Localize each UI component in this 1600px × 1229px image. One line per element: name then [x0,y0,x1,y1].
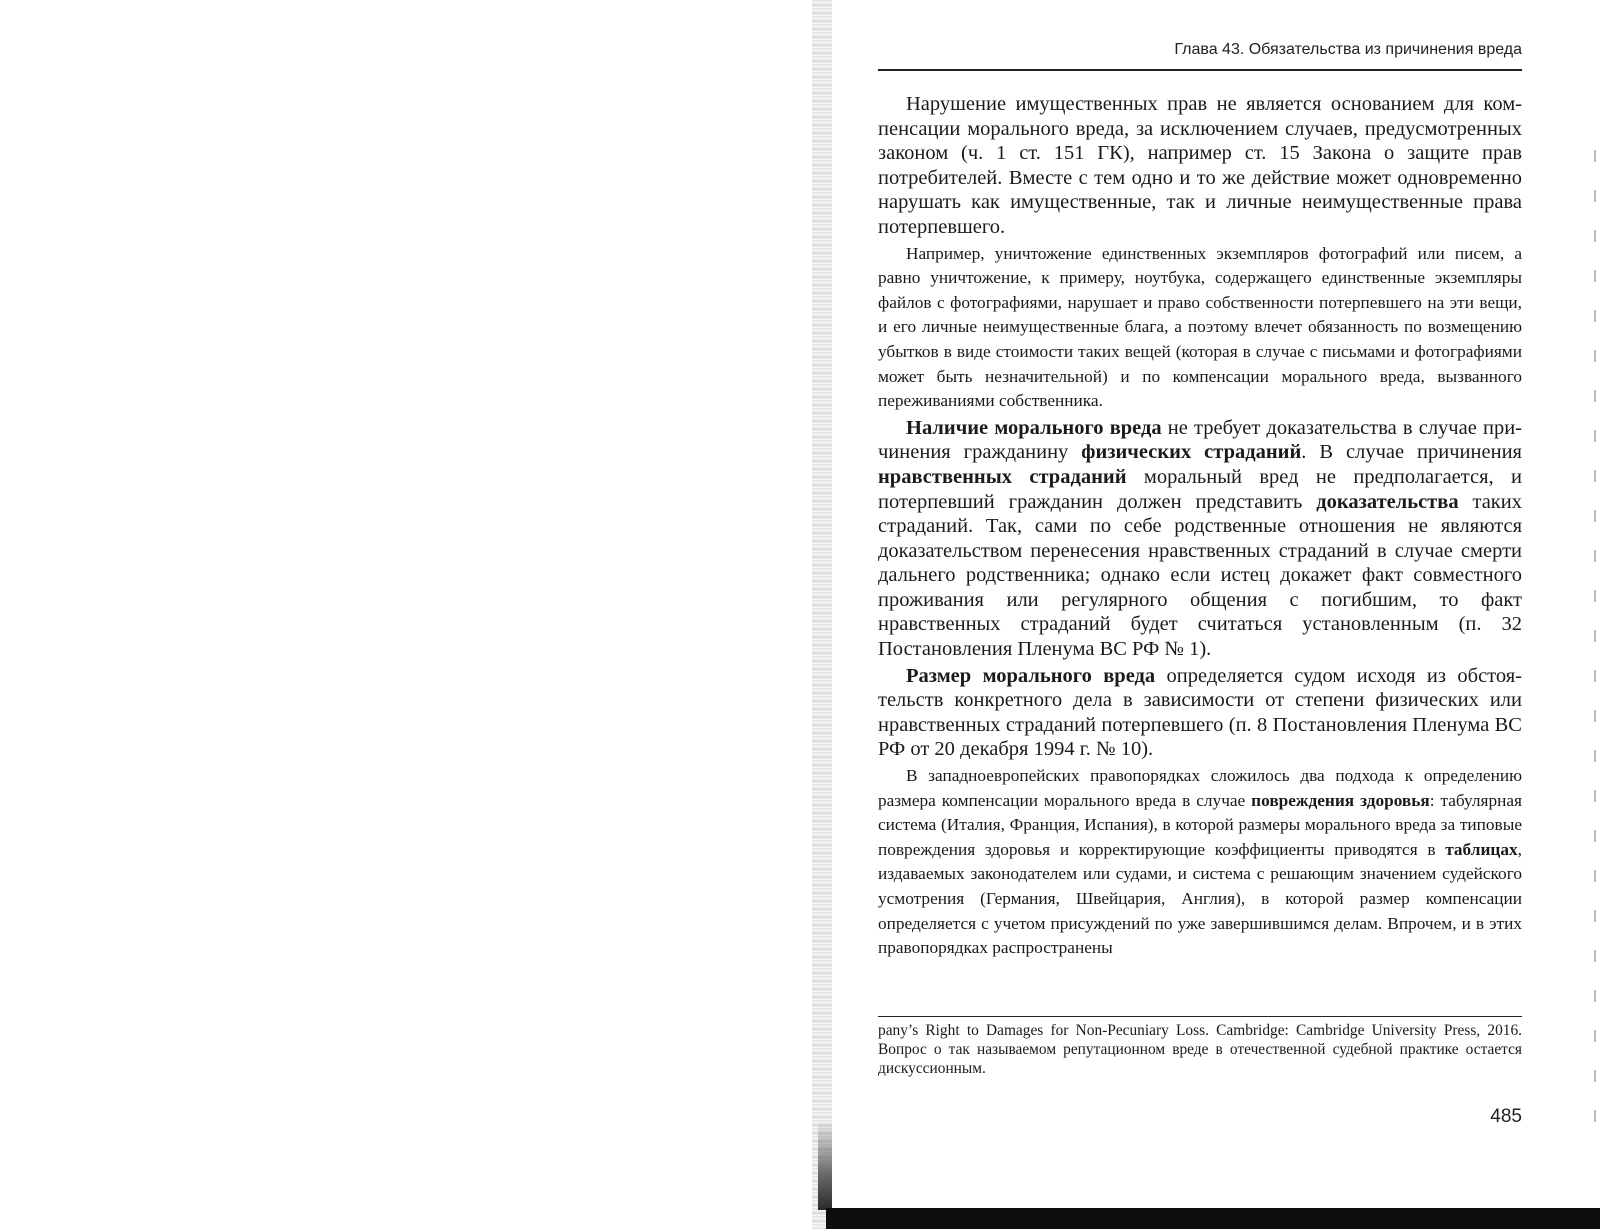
text-run: , издаваемых законодателем или судами, и система с решающим значением судейского усмотрения (Германия, Швейцария, Англия), в которой размер компенсации определяется с учетом присуждений по уже завершившимся делам. Впрочем, и в этих правопорядках распространены [878,839,1522,958]
text-run: Например, уничтожение единственных экземпляров фотографий или писем, а равно уничтожение, к примеру, ноутбука, содержащего единственные экземпляры файлов с фотографиями, нарушает и право собственности потерпевшего на эти вещи, и его личные неимущественные блага, а поэтому влечет обязанность по возмещению убытков в виде стоимости таких вещей (которая в случае с письмами и фотографиями может быть незначительной) и по компенсации морального вреда, вызванного переживаниями собственника. [878,243,1522,411]
scan-right-edge [1594,150,1596,1150]
footnote-rule [878,1016,1522,1017]
bold-term: доказательства [1316,490,1459,513]
bold-term: физических страданий [1081,441,1302,464]
book-gutter-dark-corner [818,1120,832,1210]
paragraph [878,242,1522,414]
paragraph [878,664,1522,762]
page-number: 485 [1490,1106,1522,1127]
footnote-text: pany’s Right to Damages for Non-Pecuniary Loss. Cambridge: Cambridge University Press, 2016. Вопрос о так называемом репутационном вреде в отечественной судебной практике остается дискуссионным. [878,1022,1522,1077]
running-header: Глава 43. Обязательства из причинения вреда [1174,41,1522,58]
text-run: Нарушение имущественных прав не является основанием для компенсации морального вреда, за исключением случаев, предусмотренных законом (ч. 1 ст. 151 ГК), например ст. 15 Закона о защите прав потребителей. Вместе с тем одно и то же действие может одновременно нарушать как имущественные, так и личные неимущественные права потерпевшего. [878,93,1522,238]
text-run: не требует доказательства в случае причинения гражданину [878,416,1522,464]
scan-bottom-edge [826,1208,1600,1229]
header-rule [878,69,1522,71]
text-run: определяется судом исходя из обстоятельств конкретного дела в зависимости от степени физических или нравственных страданий потерпевшего (п. 8 Постановления Пленума ВС РФ от 20 декабря 1994 г. № 10). [878,664,1522,761]
body-text [878,92,1522,963]
bold-term: Размер морального вреда [906,664,1156,687]
text-run: : табулярная система (Италия, Франция, Испания), в которой размеры морального вреда за типовые повреждения здоровья и корректирующие коэффициенты приводятся в [878,790,1522,859]
book-gutter-shadow [812,0,832,1229]
paragraph [878,764,1522,961]
bold-term: нравственных страданий [878,465,1127,488]
text-run: моральный вред не предполагается, и потерпевший гражданин должен представить [878,465,1522,513]
bold-term: повреждения здоровья [1251,790,1430,810]
text-run: В западноевропейских правопорядках сложилось два подхода к определению размера компенсации морального вреда в случае [878,766,1522,810]
footnote [878,1021,1522,1078]
text-run: . В случае причинения [1301,441,1522,464]
paragraph [878,416,1522,662]
paragraph [878,92,1522,240]
bold-term: Наличие морального вреда [906,416,1162,439]
text-run: таких страданий. Так, сами по себе родственные отношения не являются доказательством перенесения нравственных страданий в случае смерти дальнего родственника; однако если истец докажет факт совместного проживания или регулярного общения с погибшим, то факт нравственных страданий будет считаться установленным (п. 32 Постановления Пленума ВС РФ № 1). [878,490,1522,661]
bold-term: таблицах [1445,839,1518,859]
